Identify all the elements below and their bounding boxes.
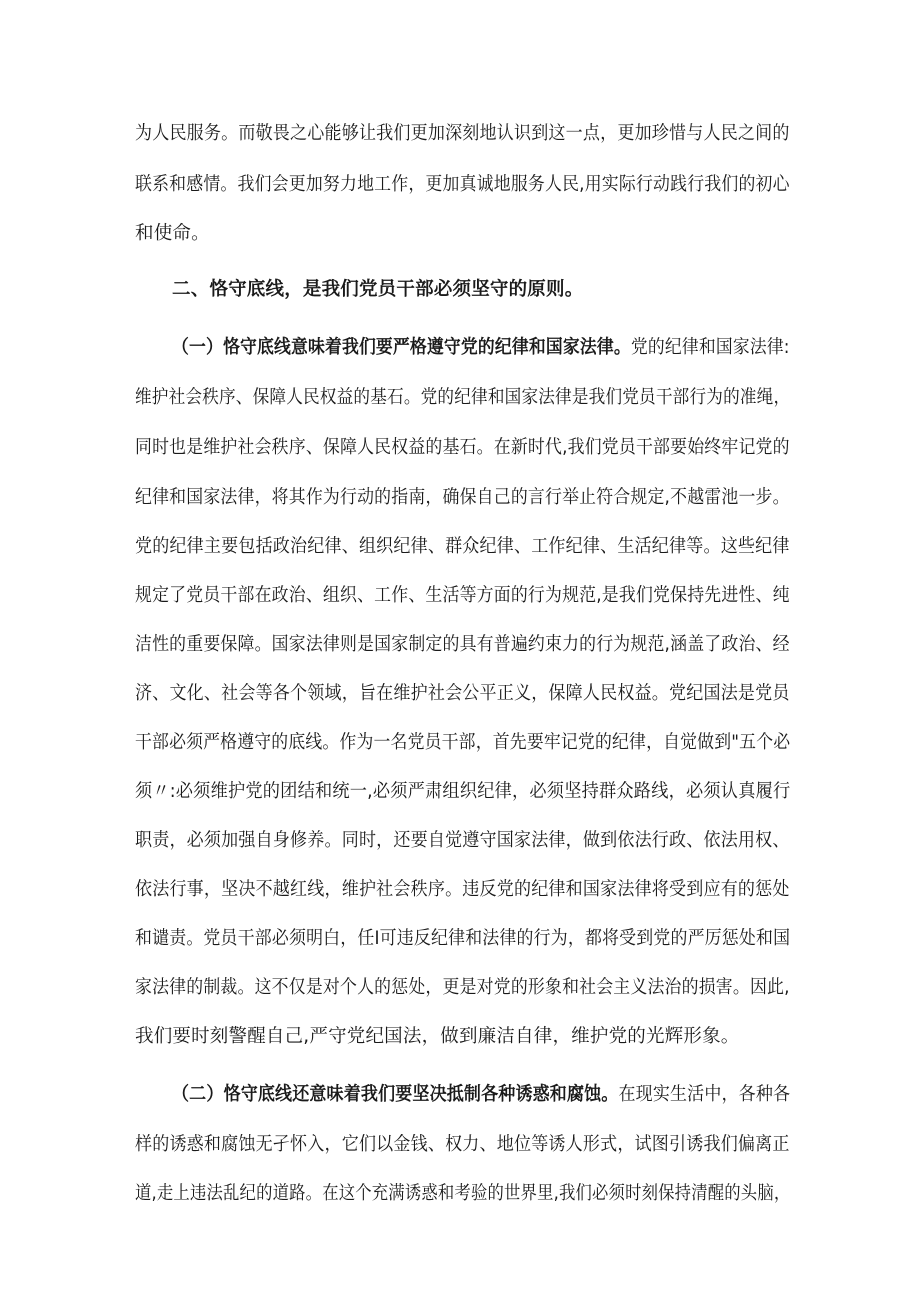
paragraph-line: 和使命。 bbox=[135, 223, 210, 244]
paragraph-line: 职责，必须加强自身修养。同时，还要自觉遵守国家法律，做到依法行政、依法用权、 bbox=[135, 830, 790, 851]
paragraph-line: 济、文化、社会等各个领域，旨在维护社会公平正义，保障人民权益。党纪国法是党员 bbox=[135, 683, 790, 704]
paragraph-line: 联系和感情。我们会更加努力地工作，更加真诚地服务人民,用实际行动践行我们的初心 bbox=[135, 174, 790, 195]
subsection-title: （一）恪守底线意味着我们要严格遵守党的纪律和国家法律。 bbox=[172, 337, 631, 358]
subsection-title: （二）恪守底线还意味着我们要坚决抵制各种诱惑和腐蚀。 bbox=[172, 1084, 619, 1105]
paragraph-line: 同时也是维护社会秩序、保障人民权益的基石。在新时代,我们党员干部要始终牢记党的 bbox=[135, 437, 790, 458]
paragraph-line: 和谴责。党员干部必须明白，任I可违反纪律和法律的行为，都将受到党的严厉惩处和国 bbox=[135, 928, 791, 949]
paragraph-line: 须〃:必须维护党的团结和统一,必须严肃组织纪律，必须坚持群众路线，必须认真履行 bbox=[135, 781, 791, 802]
section-heading: 二、恪守底线，是我们党员干部必须坚守的原则。 bbox=[172, 279, 584, 300]
subsection-lead-text: 在现实生活中，各种各 bbox=[618, 1084, 791, 1105]
paragraph-line: 道,走上违法乱纪的道路。在这个充满诱惑和考验的世界里,我们必须时刻保持清醒的头脑， bbox=[135, 1183, 791, 1204]
subsection-first-line bbox=[172, 336, 790, 360]
paragraph-line: 洁性的重要保障。国家法律则是国家制定的具有普遍约束力的行为规范,涵盖了政治、经 bbox=[135, 634, 790, 655]
paragraph-line: 党的纪律主要包括政治纪律、组织纪律、群众纪律、工作纪律、生活纪律等。这些纪律 bbox=[135, 536, 790, 557]
paragraph-line: 家法律的制裁。这不仅是对个人的惩处，更是对党的形象和社会主义法治的损害。因此, bbox=[135, 977, 790, 998]
paragraph-line: 为人民服务。而敬畏之心能够让我们更加深刻地认识到这一点，更加珍惜与人民之间的 bbox=[135, 123, 790, 144]
paragraph-line: 依法行事，坚决不越红线，维护社会秩序。违反党的纪律和国家法律将受到应有的惩处 bbox=[135, 879, 790, 900]
paragraph-line: 规定了党员干部在政治、组织、工作、生活等方面的行为规范,是我们党保持先进性、纯 bbox=[135, 585, 790, 606]
paragraph-line: 样的诱惑和腐蚀无孑怀入，它们以金钱、权力、地位等诱人形式，试图引诱我们偏离正 bbox=[135, 1134, 790, 1155]
subsection-lead-text: 党的纪律和国家法律: bbox=[630, 337, 790, 358]
paragraph-line: 纪律和国家法律，将其作为行动的指南，确保自己的言行举止符合规定,不越雷池一步。 bbox=[135, 487, 790, 508]
paragraph-line: 干部必须严格遵守的底线。作为一名党员干部，首先要牢记党的纪律，自觉做到"五个必 bbox=[135, 732, 791, 753]
paragraph-line: 我们要时刻警醒自己,严守党纪国法，做到廉洁自律，维护党的光辉形象。 bbox=[135, 1026, 740, 1047]
paragraph-line: 维护社会秩序、保障人民权益的基石。党的纪律和国家法律是我们党员干部行为的准绳， bbox=[135, 387, 791, 408]
subsection-first-line bbox=[172, 1083, 790, 1107]
